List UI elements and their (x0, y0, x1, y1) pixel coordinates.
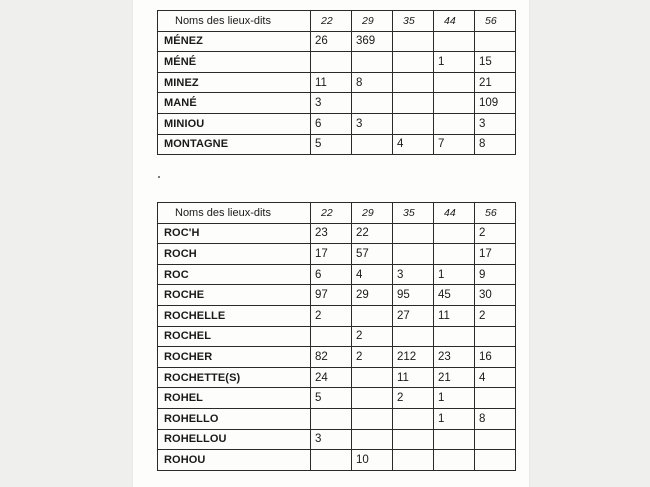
place-name-cell: ROHEL (158, 388, 311, 409)
count-cell: 369 (352, 31, 393, 52)
count-cell: 3 (311, 429, 352, 450)
count-cell: 10 (352, 450, 393, 471)
count-cell (393, 72, 434, 93)
count-cell (434, 72, 475, 93)
count-cell (311, 52, 352, 73)
count-cell (434, 93, 475, 114)
place-name-cell: MINIOU (158, 113, 311, 134)
table-row (158, 244, 516, 265)
count-cell (393, 31, 434, 52)
count-cell (434, 113, 475, 134)
count-cell: 8 (475, 408, 516, 429)
place-names-table-menez (157, 10, 516, 155)
header-department-number: 35 (393, 203, 434, 224)
table-row (158, 388, 516, 409)
count-cell: 5 (311, 134, 352, 155)
count-cell (475, 388, 516, 409)
count-cell: 17 (475, 244, 516, 265)
table-row (158, 72, 516, 93)
table-row (158, 285, 516, 306)
count-cell: 1 (434, 264, 475, 285)
count-cell (434, 429, 475, 450)
place-name-cell: MANÉ (158, 93, 311, 114)
place-name-cell: ROHELLOU (158, 429, 311, 450)
table-row (158, 113, 516, 134)
table-row (158, 305, 516, 326)
place-name-cell: ROHELLO (158, 408, 311, 429)
header-row (158, 203, 516, 224)
count-cell (434, 450, 475, 471)
count-cell (434, 244, 475, 265)
count-cell (311, 450, 352, 471)
header-row (158, 11, 516, 32)
place-name-cell: ROC (158, 264, 311, 285)
count-cell: 4 (475, 367, 516, 388)
count-cell (352, 134, 393, 155)
place-name-cell: ROCHE (158, 285, 311, 306)
count-cell: 17 (311, 244, 352, 265)
place-name-cell: ROCHELLE (158, 305, 311, 326)
count-cell: 1 (434, 408, 475, 429)
count-cell: 8 (352, 72, 393, 93)
count-cell: 23 (311, 223, 352, 244)
count-cell: 6 (311, 113, 352, 134)
place-name-cell: MÉNEZ (158, 31, 311, 52)
count-cell (311, 408, 352, 429)
count-cell (393, 450, 434, 471)
place-name-cell: ROCHEL (158, 326, 311, 347)
count-cell: 27 (393, 305, 434, 326)
count-cell: 212 (393, 347, 434, 368)
count-cell: 8 (475, 134, 516, 155)
count-cell (475, 326, 516, 347)
place-name-cell: ROCH (158, 244, 311, 265)
count-cell: 26 (311, 31, 352, 52)
count-cell (352, 429, 393, 450)
place-name-cell: MINEZ (158, 72, 311, 93)
count-cell (352, 367, 393, 388)
count-cell: 6 (311, 264, 352, 285)
count-cell (393, 244, 434, 265)
table-row (158, 408, 516, 429)
count-cell (352, 305, 393, 326)
place-name-cell: ROC'H (158, 223, 311, 244)
count-cell: 45 (434, 285, 475, 306)
count-cell: 57 (352, 244, 393, 265)
count-cell: 11 (434, 305, 475, 326)
table-row (158, 223, 516, 244)
header-department-number: 29 (352, 11, 393, 32)
place-names-table-roc (157, 202, 516, 471)
count-cell: 2 (352, 347, 393, 368)
count-cell: 1 (434, 388, 475, 409)
table-row (158, 347, 516, 368)
count-cell: 30 (475, 285, 516, 306)
count-cell: 2 (475, 305, 516, 326)
count-cell: 4 (352, 264, 393, 285)
header-department-number: 56 (475, 11, 516, 32)
count-cell: 3 (352, 113, 393, 134)
header-department-number: 29 (352, 203, 393, 224)
table-row (158, 367, 516, 388)
table-row (158, 326, 516, 347)
count-cell (393, 326, 434, 347)
count-cell: 24 (311, 367, 352, 388)
header-department-number: 44 (434, 11, 475, 32)
count-cell (352, 93, 393, 114)
count-cell: 29 (352, 285, 393, 306)
count-cell (393, 52, 434, 73)
count-cell (393, 113, 434, 134)
count-cell: 82 (311, 347, 352, 368)
count-cell: 5 (311, 388, 352, 409)
place-name-cell: MONTAGNE (158, 134, 311, 155)
count-cell (393, 408, 434, 429)
count-cell (393, 93, 434, 114)
count-cell (393, 429, 434, 450)
count-cell: 109 (475, 93, 516, 114)
count-cell: 21 (434, 367, 475, 388)
scan-speck (158, 176, 160, 178)
count-cell: 16 (475, 347, 516, 368)
count-cell (311, 326, 352, 347)
table-row (158, 450, 516, 471)
count-cell: 3 (475, 113, 516, 134)
count-cell: 21 (475, 72, 516, 93)
count-cell (434, 326, 475, 347)
table-row (158, 264, 516, 285)
count-cell (475, 429, 516, 450)
count-cell (475, 450, 516, 471)
place-name-cell: ROHOU (158, 450, 311, 471)
table-row (158, 429, 516, 450)
count-cell: 7 (434, 134, 475, 155)
count-cell: 11 (393, 367, 434, 388)
table-row (158, 31, 516, 52)
count-cell: 23 (434, 347, 475, 368)
count-cell: 22 (352, 223, 393, 244)
count-cell (475, 31, 516, 52)
table-row (158, 134, 516, 155)
count-cell (352, 408, 393, 429)
header-department-number: 56 (475, 203, 516, 224)
count-cell: 2 (311, 305, 352, 326)
count-cell: 2 (393, 388, 434, 409)
count-cell: 1 (434, 52, 475, 73)
header-name-label: Noms des lieux-dits (158, 11, 311, 32)
count-cell (434, 223, 475, 244)
count-cell (393, 223, 434, 244)
header-department-number: 22 (311, 11, 352, 32)
count-cell (352, 388, 393, 409)
place-name-cell: ROCHETTE(S) (158, 367, 311, 388)
header-name-label: Noms des lieux-dits (158, 203, 311, 224)
place-name-cell: ROCHER (158, 347, 311, 368)
count-cell: 3 (311, 93, 352, 114)
place-name-cell: MÉNÉ (158, 52, 311, 73)
count-cell (434, 31, 475, 52)
count-cell: 3 (393, 264, 434, 285)
header-department-number: 22 (311, 203, 352, 224)
header-department-number: 35 (393, 11, 434, 32)
count-cell: 15 (475, 52, 516, 73)
header-department-number: 44 (434, 203, 475, 224)
count-cell: 2 (475, 223, 516, 244)
table-row (158, 52, 516, 73)
count-cell: 97 (311, 285, 352, 306)
count-cell (352, 52, 393, 73)
count-cell: 4 (393, 134, 434, 155)
count-cell: 11 (311, 72, 352, 93)
table-row (158, 93, 516, 114)
count-cell: 2 (352, 326, 393, 347)
count-cell: 9 (475, 264, 516, 285)
count-cell: 95 (393, 285, 434, 306)
